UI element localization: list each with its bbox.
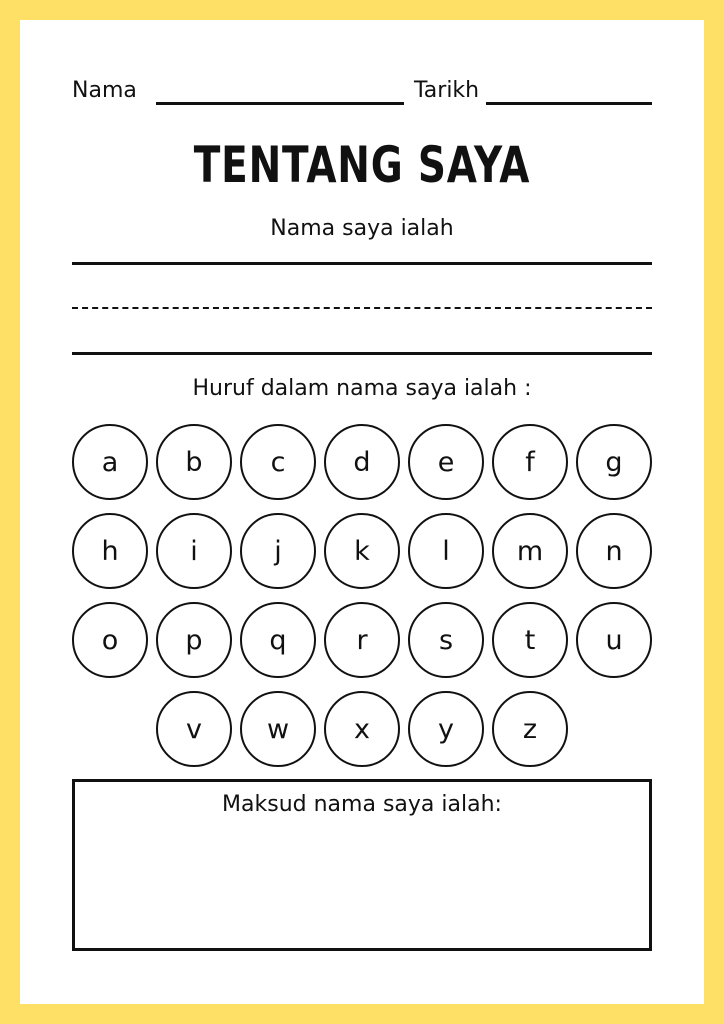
letter-circle-z[interactable]: z — [492, 691, 568, 767]
name-write-line[interactable] — [156, 102, 404, 105]
letter-circle-v[interactable]: v — [156, 691, 232, 767]
date-write-line[interactable] — [486, 102, 652, 105]
handwriting-top-line[interactable] — [72, 262, 652, 265]
letter-circle-t[interactable]: t — [492, 602, 568, 678]
letter-circle-n[interactable]: n — [576, 513, 652, 589]
my-name-prompt: Nama saya ialah — [270, 216, 454, 241]
letter-circle-o[interactable]: o — [72, 602, 148, 678]
letter-circle-w[interactable]: w — [240, 691, 316, 767]
letter-circle-m[interactable]: m — [492, 513, 568, 589]
page-title: TENTANG SAYA — [193, 136, 531, 194]
letter-circle-h[interactable]: h — [72, 513, 148, 589]
letter-circle-r[interactable]: r — [324, 602, 400, 678]
letter-circle-b[interactable]: b — [156, 424, 232, 500]
letter-circle-x[interactable]: x — [324, 691, 400, 767]
letter-circle-g[interactable]: g — [576, 424, 652, 500]
name-meaning-box[interactable] — [72, 779, 652, 951]
header-row — [72, 72, 652, 108]
name-label: Nama — [72, 78, 137, 103]
letter-circle-q[interactable]: q — [240, 602, 316, 678]
letter-circle-j[interactable]: j — [240, 513, 316, 589]
handwriting-middle-dashed-line[interactable] — [72, 307, 652, 309]
letter-circle-p[interactable]: p — [156, 602, 232, 678]
letter-circle-i[interactable]: i — [156, 513, 232, 589]
letter-circle-u[interactable]: u — [576, 602, 652, 678]
date-label: Tarikh — [414, 78, 480, 103]
letter-circle-k[interactable]: k — [324, 513, 400, 589]
letter-circle-s[interactable]: s — [408, 602, 484, 678]
letter-circle-f[interactable]: f — [492, 424, 568, 500]
handwriting-bottom-line[interactable] — [72, 352, 652, 355]
letter-circle-y[interactable]: y — [408, 691, 484, 767]
letter-circle-a[interactable]: a — [72, 424, 148, 500]
letter-circle-e[interactable]: e — [408, 424, 484, 500]
letter-circle-c[interactable]: c — [240, 424, 316, 500]
letters-heading: Huruf dalam nama saya ialah : — [192, 376, 532, 401]
name-meaning-label: Maksud nama saya ialah: — [222, 792, 502, 817]
letter-circle-d[interactable]: d — [324, 424, 400, 500]
letter-circle-l[interactable]: l — [408, 513, 484, 589]
